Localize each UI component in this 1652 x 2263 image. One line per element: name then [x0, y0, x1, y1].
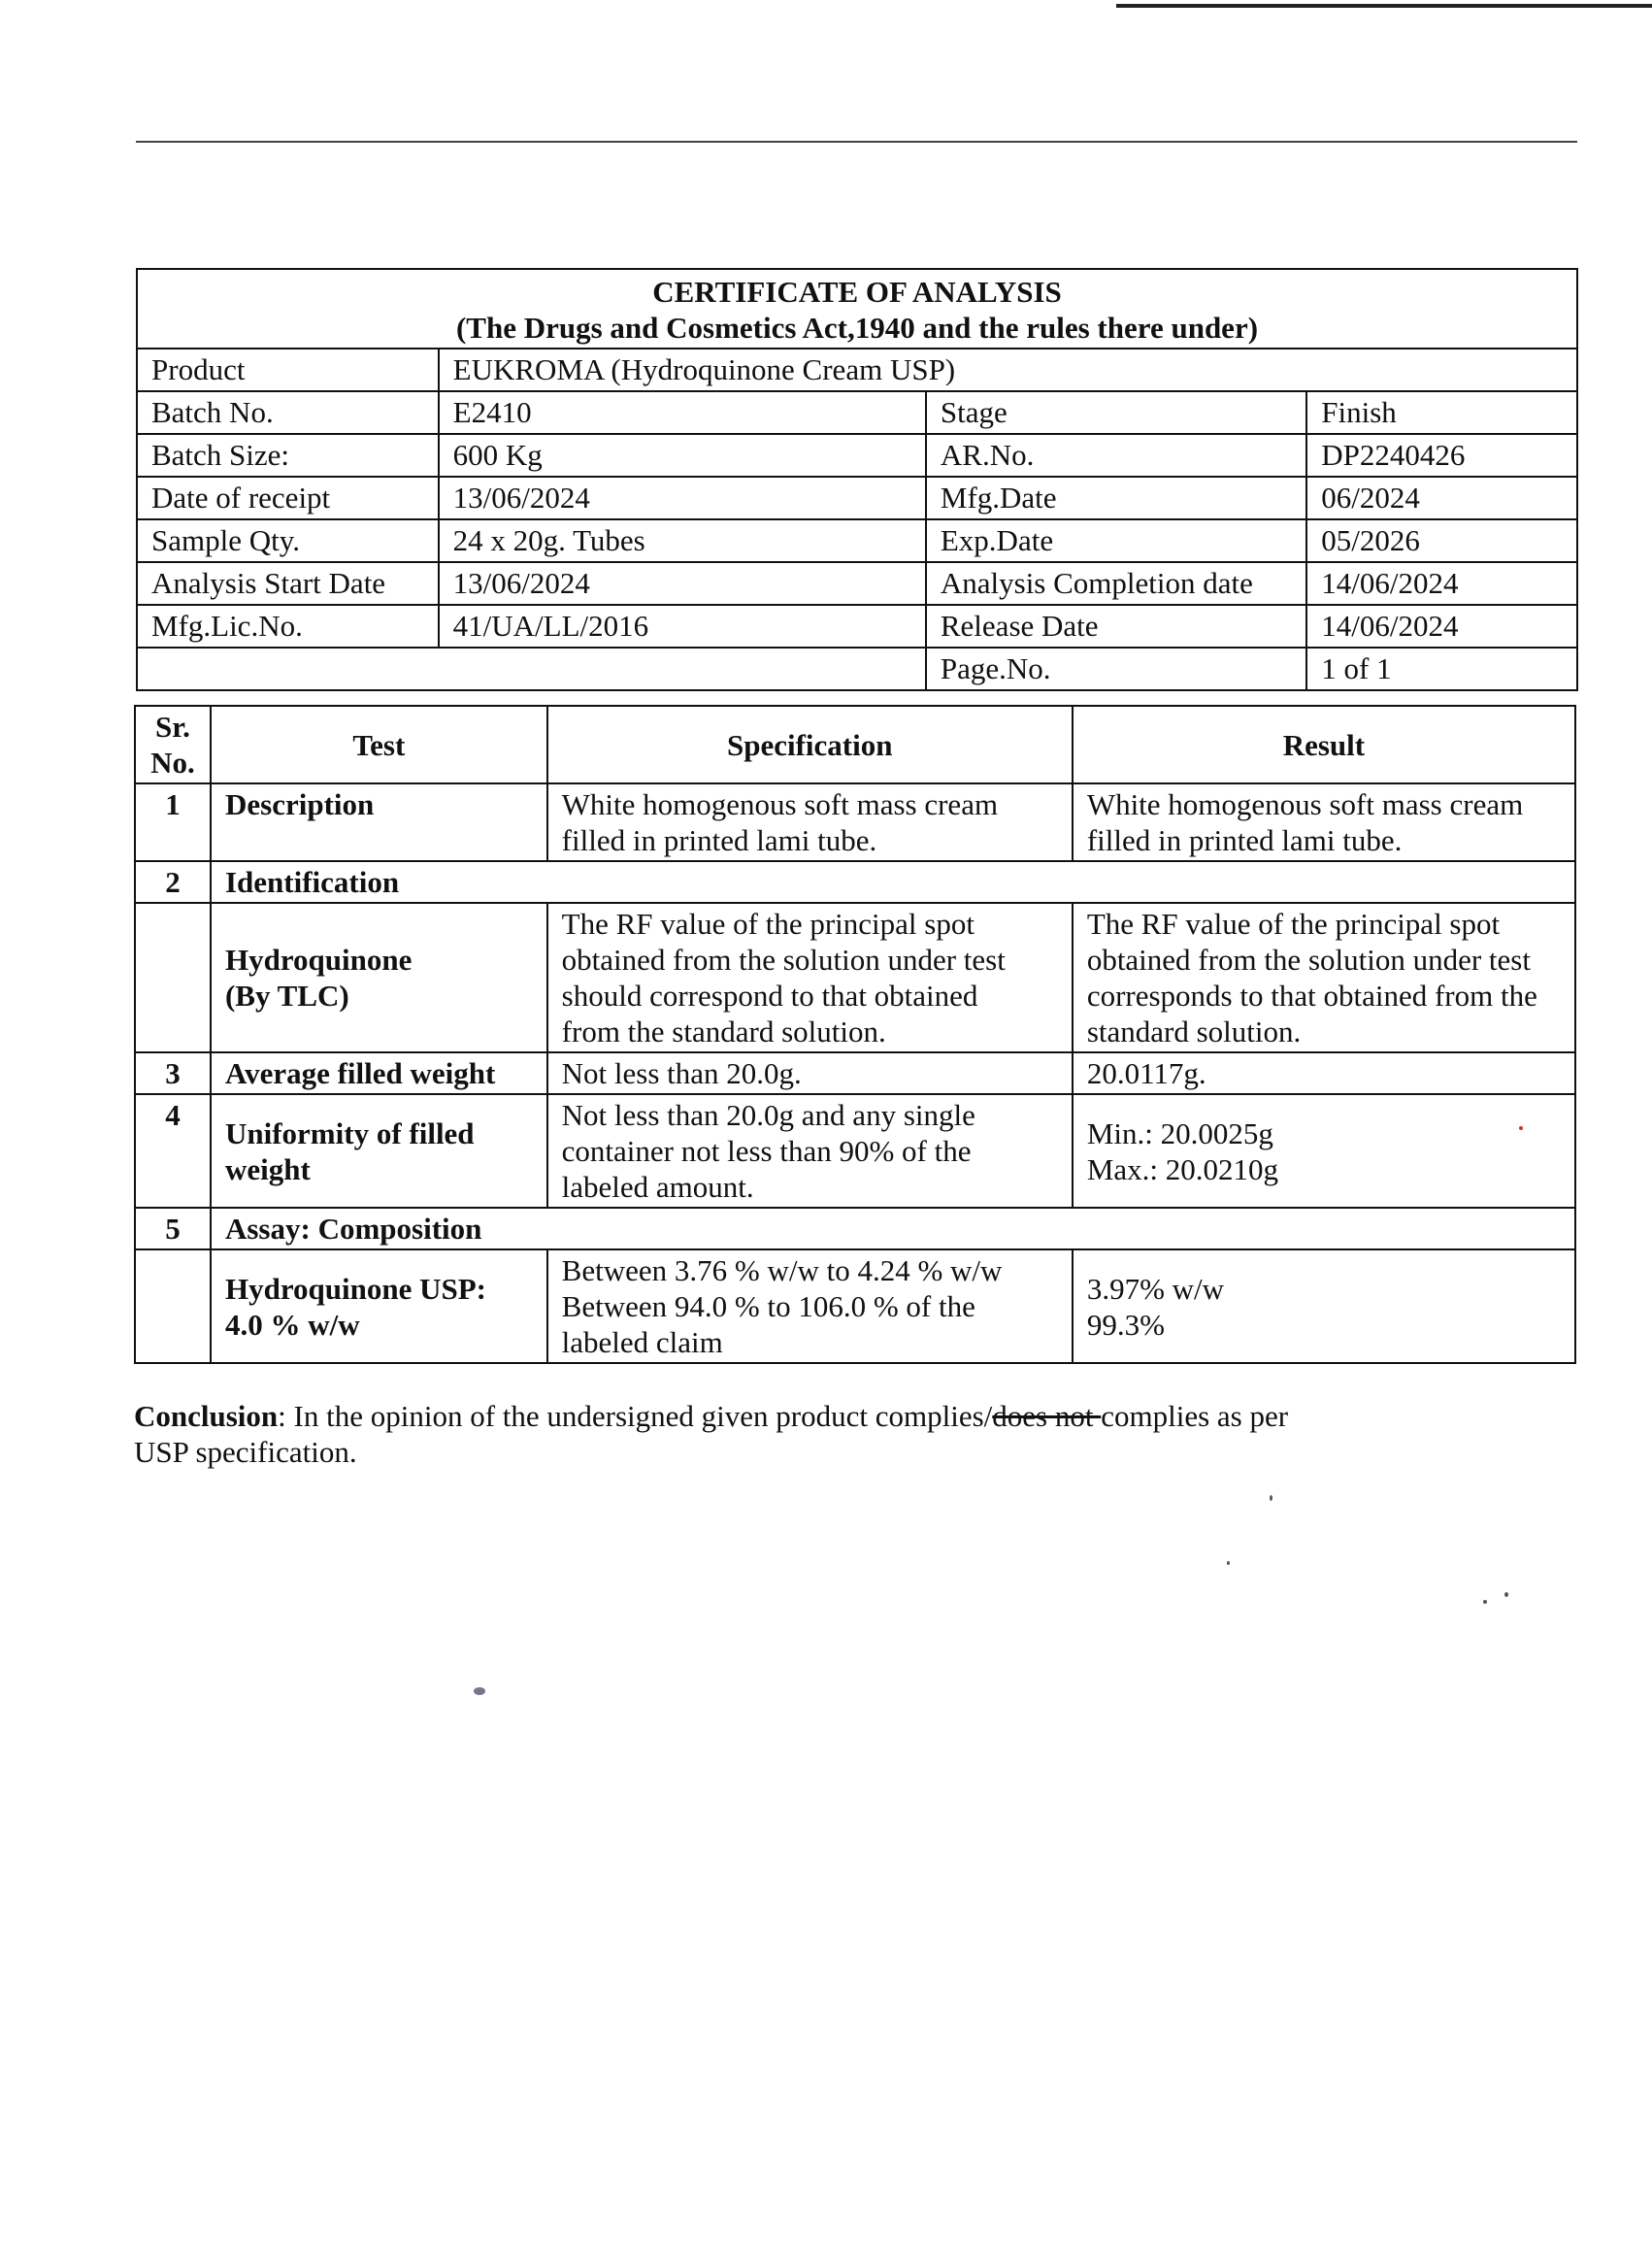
test-name: [211, 1249, 547, 1363]
title-row: [137, 269, 1577, 349]
sample-qty-value: 24 x 20g. Tubes: [439, 519, 926, 562]
scan-speck: [474, 1687, 485, 1695]
conclusion-line: [134, 1398, 1396, 1434]
test-section-name: Assay: Composition: [211, 1208, 1575, 1249]
result-line: 99.3%: [1086, 1307, 1165, 1342]
date-receipt-label: Date of receipt: [137, 477, 439, 519]
conclusion-struck-text: does not: [992, 1399, 1102, 1433]
spec-line: should correspond to that obtained: [561, 979, 978, 1013]
spec-line: The RF value of the principal spot: [561, 907, 975, 941]
specification-cell: [547, 783, 1073, 861]
conclusion-text-after: complies as per: [1101, 1399, 1289, 1433]
scan-speck: [1504, 1592, 1508, 1597]
batch-size-value: 600 Kg: [439, 434, 926, 477]
test-name: [211, 903, 547, 1052]
analysis-start-value: 13/06/2024: [439, 562, 926, 605]
result-line: standard solution.: [1086, 1015, 1302, 1048]
spec-line: Not less than 20.0g and any single: [561, 1098, 975, 1132]
scan-speck: [1270, 1495, 1272, 1501]
exp-date-label: Exp.Date: [926, 519, 1306, 562]
spec-line: labeled claim: [561, 1325, 723, 1359]
test-results-table: [134, 705, 1576, 1364]
spec-line: from the standard solution.: [561, 1015, 886, 1048]
certificate-title: CERTIFICATE OF ANALYSIS: [652, 275, 1062, 309]
details-row: [137, 519, 1577, 562]
batch-no-value: E2410: [439, 391, 926, 434]
details-row: [137, 349, 1577, 391]
specification-cell: [547, 1094, 1073, 1208]
empty-cell: [137, 648, 926, 690]
conclusion-line-2: USP specification.: [134, 1435, 357, 1469]
mfg-lic-label: Mfg.Lic.No.: [137, 605, 439, 648]
stage-label: Stage: [926, 391, 1306, 434]
conclusion-paragraph: [134, 1398, 1396, 1470]
result-header: Result: [1073, 706, 1575, 783]
scan-speck: [1483, 1600, 1487, 1604]
result-line: White homogenous soft mass cream: [1086, 787, 1524, 821]
analysis-completion-value: 14/06/2024: [1306, 562, 1577, 605]
ar-no-value: DP2240426: [1306, 434, 1577, 477]
sr-no: 5: [135, 1208, 211, 1249]
table-row: [135, 1052, 1575, 1094]
spec-line: labeled amount.: [561, 1170, 754, 1204]
test-section-name: Identification: [211, 861, 1575, 903]
result-cell: [1073, 783, 1575, 861]
title-cell: [137, 269, 1577, 349]
spec-line: Between 3.76 % w/w to 4.24 % w/w: [561, 1253, 1003, 1287]
conclusion-text: : In the opinion of the undersigned given product: [278, 1399, 876, 1433]
details-row: [137, 605, 1577, 648]
sr-no: 1: [135, 783, 211, 861]
mfg-lic-value: 41/UA/LL/2016: [439, 605, 926, 648]
table-row: [135, 1094, 1575, 1208]
page-no-value: 1 of 1: [1306, 648, 1577, 690]
table-row: [135, 1249, 1575, 1363]
sample-qty-label: Sample Qty.: [137, 519, 439, 562]
result-line: Min.: 20.0025g: [1086, 1115, 1273, 1150]
analysis-start-label: Analysis Start Date: [137, 562, 439, 605]
specification-cell: [547, 1249, 1073, 1363]
result-cell: 20.0117g.: [1073, 1052, 1575, 1094]
table-row: [135, 861, 1575, 903]
page-no-label: Page.No.: [926, 648, 1306, 690]
test-name: Average filled weight: [211, 1052, 547, 1094]
sr-header-line: Sr.: [155, 710, 190, 744]
test-line: Hydroquinone USP:: [224, 1271, 487, 1306]
sr-no: 3: [135, 1052, 211, 1094]
sr-no-header: [135, 706, 211, 783]
details-row: [137, 391, 1577, 434]
mfg-date-label: Mfg.Date: [926, 477, 1306, 519]
sr-no: 2: [135, 861, 211, 903]
spec-line: White homogenous soft mass cream: [561, 787, 999, 821]
test-line: 4.0 % w/w: [224, 1307, 360, 1342]
test-line: Hydroquinone: [224, 943, 413, 977]
table-row: [135, 1208, 1575, 1249]
conclusion-complies: complies/: [875, 1399, 993, 1433]
header-rule: [136, 141, 1577, 143]
specification-cell: [547, 903, 1073, 1052]
test-header: Test: [211, 706, 547, 783]
release-date-value: 14/06/2024: [1306, 605, 1577, 648]
result-cell: [1073, 903, 1575, 1052]
details-row: [137, 648, 1577, 690]
result-line: filled in printed lami tube.: [1086, 823, 1403, 857]
certificate-subtitle: (The Drugs and Cosmetics Act,1940 and the rules there under): [455, 311, 1259, 345]
spec-line: obtained from the solution under test: [561, 943, 1006, 977]
exp-date-value: 05/2026: [1306, 519, 1577, 562]
result-line: obtained from the solution under test: [1086, 943, 1531, 977]
conclusion-label: Conclusion: [134, 1399, 279, 1433]
spec-line: filled in printed lami tube.: [561, 823, 877, 857]
details-row: [137, 562, 1577, 605]
analysis-completion-label: Analysis Completion date: [926, 562, 1306, 605]
spec-line: Between 94.0 % to 106.0 % of the: [561, 1289, 975, 1323]
scan-top-edge: [1116, 4, 1652, 8]
product-label: Product: [137, 349, 439, 391]
release-date-label: Release Date: [926, 605, 1306, 648]
result-cell: [1073, 1094, 1575, 1208]
stage-value: Finish: [1306, 391, 1577, 434]
date-receipt-value: 13/06/2024: [439, 477, 926, 519]
product-value: EUKROMA (Hydroquinone Cream USP): [439, 349, 1577, 391]
details-row: [137, 434, 1577, 477]
result-line: The RF value of the principal spot: [1086, 907, 1501, 941]
result-line: 3.97% w/w: [1086, 1271, 1225, 1306]
details-row: [137, 477, 1577, 519]
ar-no-label: AR.No.: [926, 434, 1306, 477]
test-line: weight: [224, 1151, 311, 1186]
sr-no: 4: [135, 1094, 211, 1208]
sr-no-empty: [135, 903, 211, 1052]
spec-line: container not less than 90% of the: [561, 1134, 972, 1168]
test-name: Description: [211, 783, 547, 861]
table-row: [135, 903, 1575, 1052]
specification-cell: Not less than 20.0g.: [547, 1052, 1073, 1094]
batch-size-label: Batch Size:: [137, 434, 439, 477]
table-header-row: [135, 706, 1575, 783]
test-line: Uniformity of filled: [224, 1115, 475, 1150]
no-header-line: No.: [150, 746, 195, 780]
batch-no-label: Batch No.: [137, 391, 439, 434]
table-row: [135, 783, 1575, 861]
result-line: Max.: 20.0210g: [1086, 1151, 1278, 1186]
mfg-date-value: 06/2024: [1306, 477, 1577, 519]
result-cell: [1073, 1249, 1575, 1363]
certificate-header-table: [136, 268, 1578, 691]
result-line: corresponds to that obtained from the: [1086, 979, 1537, 1013]
test-name: [211, 1094, 547, 1208]
scan-speck: [1227, 1561, 1230, 1565]
sr-no-empty: [135, 1249, 211, 1363]
specification-header: Specification: [547, 706, 1073, 783]
test-line: (By TLC): [224, 979, 349, 1013]
